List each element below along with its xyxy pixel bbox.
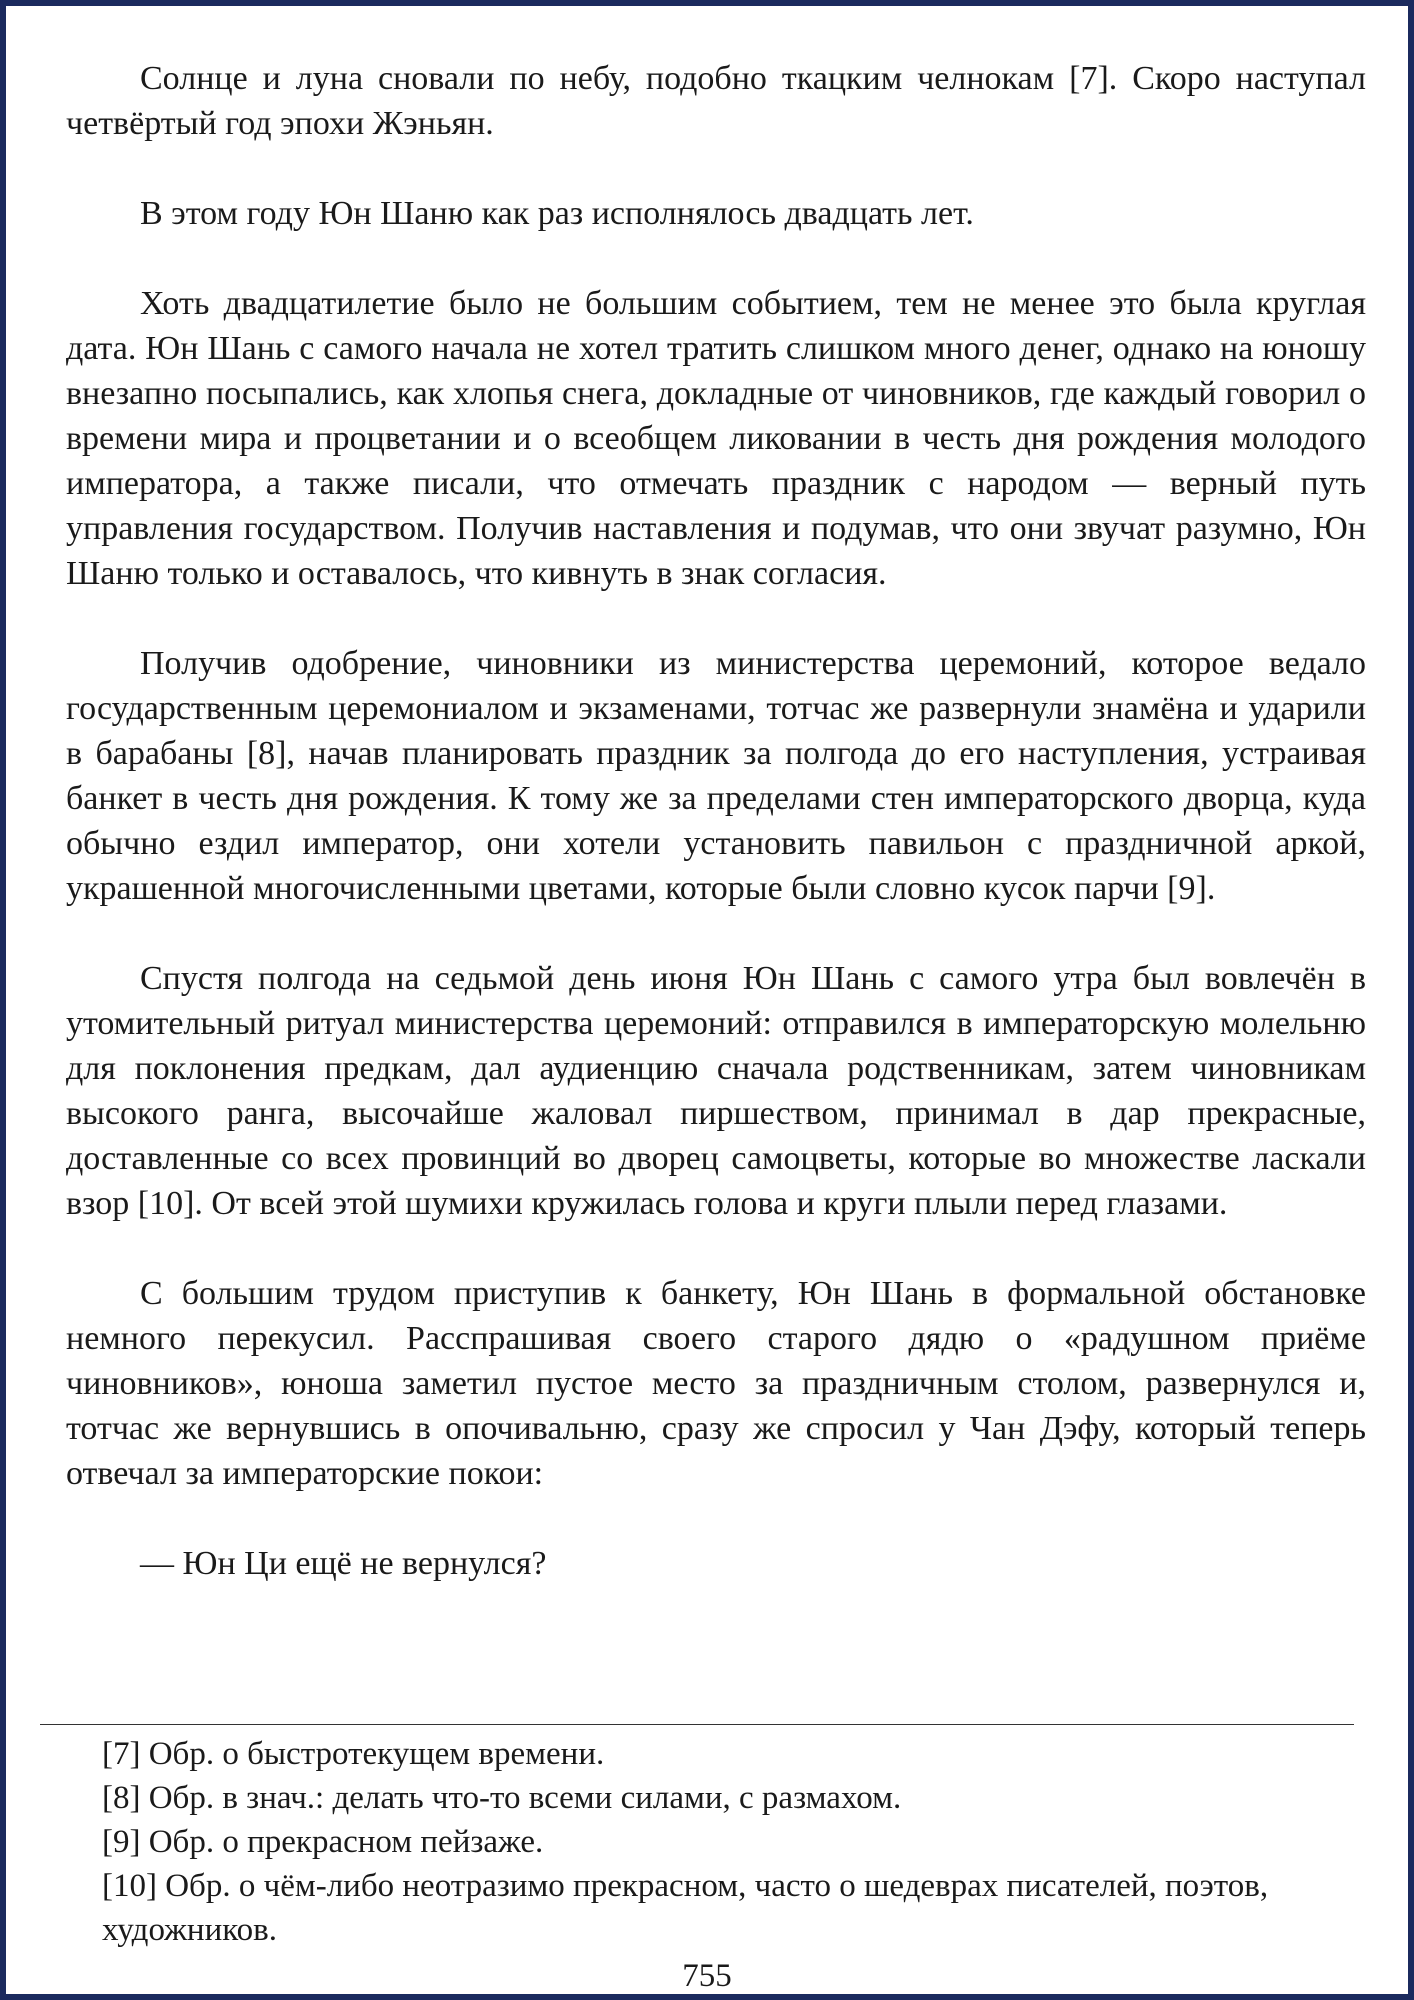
paragraph: С большим трудом приступив к банкету, Юн Шань в формальной обстановке немного перекусил. Расспрашивая своего старого дядю о «радушном приёме чиновников», юноша заметил пустое место за праздничным столом, развернулся и, тотчас же вернувшись в опочивальню, сразу же спросил у Чан Дэфу, который теперь отвечал за императорские покои: xyxy=(66,1275,1366,1492)
page-number: 755 xyxy=(682,1958,732,1994)
footnotes xyxy=(102,1732,1342,1952)
footnote: [9] Обр. о прекрасном пейзаже. xyxy=(102,1824,544,1860)
footnote: [7] Обр. о быстротекущем времени. xyxy=(102,1736,605,1772)
footnote: [8] Обр. в знач.: делать что-то всеми силами, с размахом. xyxy=(102,1780,902,1816)
paragraph: В этом году Юн Шаню как раз исполнялось двадцать лет. xyxy=(140,195,974,232)
main-text xyxy=(66,56,1366,1586)
paragraph: Спустя полгода на седьмой день июня Юн Шань с самого утра был вовлечён в утомительный ритуал министерства церемоний: отправился в императорскую молельню для поклонения предкам, дал аудиенцию сначала родственникам, затем чиновникам высокого ранга, высочайше жаловал пиршеством, принимал в дар прекрасные, доставленные со всех провинций во дворец самоцветы, которые во множестве ласкали взор [10]. От всей этой шумихи кружилась голова и круги плыли перед глазами. xyxy=(66,960,1366,1222)
paragraph: Получив одобрение, чиновники из министерства церемоний, которое ведало государственным церемониалом и экзаменами, тотчас же развернули знамёна и ударили в барабаны [8], начав планировать праздник за полгода до его наступления, устраивая банкет в честь дня рождения. К тому же за пределами стен императорского дворца, куда обычно ездил император, они хотели установить павильон с праздничной аркой, украшенной многочисленными цветами, которые были словно кусок парчи [9]. xyxy=(66,645,1366,907)
paragraph: Хоть двадцатилетие было не большим событием, тем не менее это была круглая дата. Юн Шань с самого начала не хотел тратить слишком много денег, однако на юношу внезапно посыпались, как хлопья снега, докладные от чиновников, где каждый говорил о времени мира и процветании и о всеобщем ликовании в честь дня рождения молодого императора, а также писали, что отмечать праздник с народом — верный путь управления государством. Получив наставления и подумав, что они звучат разумно, Юн Шаню только и оставалось, что кивнуть в знак согласия. xyxy=(66,285,1366,592)
dialogue-line: — Юн Ци ещё не вернулся? xyxy=(140,1545,547,1582)
footnote-divider xyxy=(40,1724,1354,1725)
paragraph: Солнце и луна сновали по небу, подобно ткацким челнокам [7]. Скоро наступал четвёртый год эпохи Жэньян. xyxy=(66,60,1366,142)
footnote: [10] Обр. о чём-либо неотразимо прекрасном, часто о шедеврах писателей, поэтов, художников. xyxy=(102,1868,1269,1948)
